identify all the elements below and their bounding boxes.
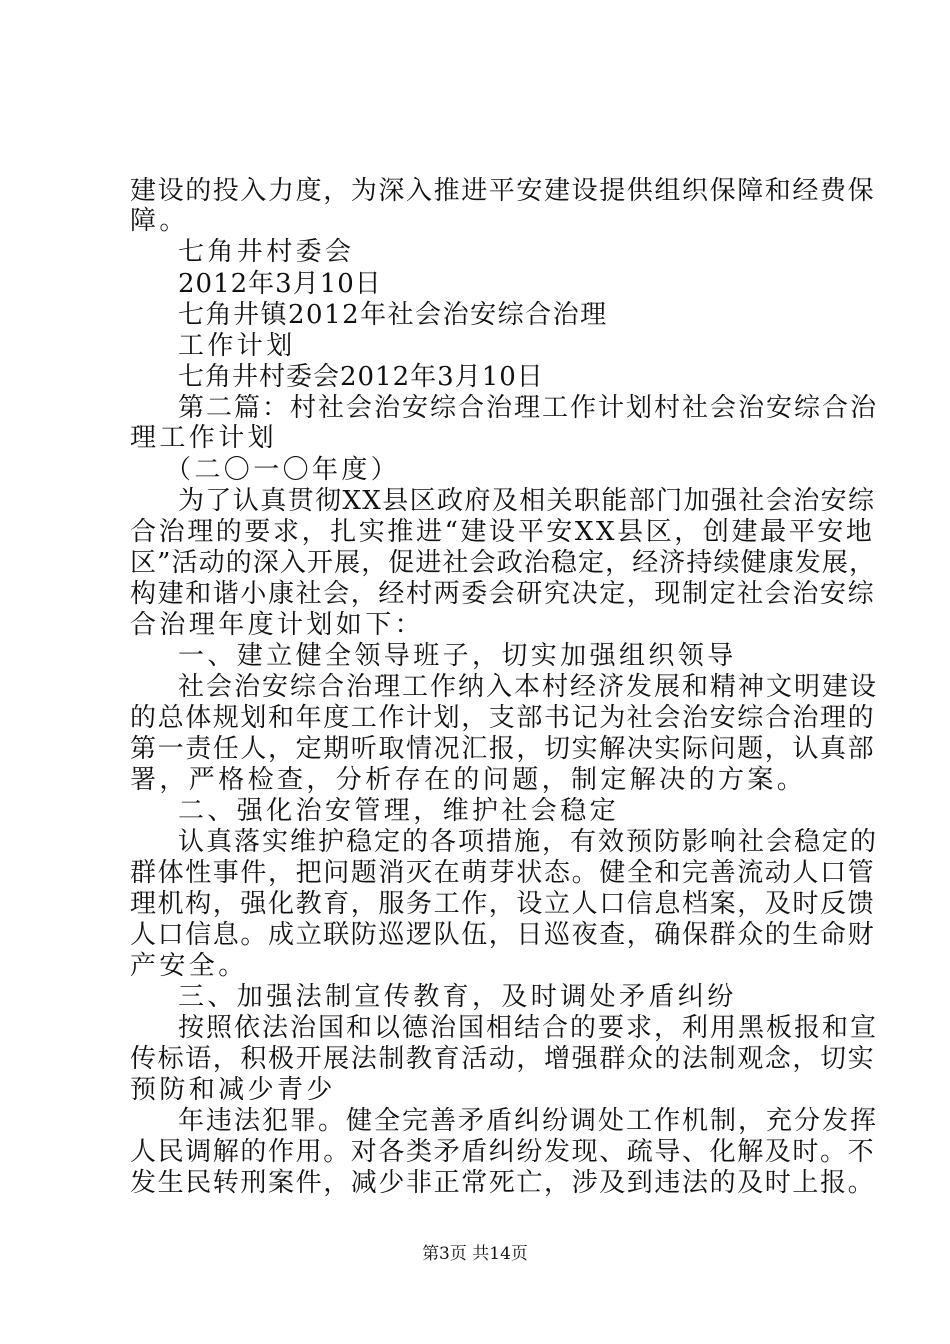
body-text-line: 产安全。 xyxy=(130,951,248,981)
body-text-line: 群体性事件，把问题消灭在萌芽状态。健全和完善流动人口管 xyxy=(130,858,876,888)
page-number: 第3页 共14页 xyxy=(422,1244,528,1264)
body-text-line: 署，严格检查，分析存在的问题，制定解决的方案。 xyxy=(130,765,807,795)
title-line: 七角井镇2012年社会治安综合治理 xyxy=(178,300,608,330)
section-heading: 二、强化治安管理，维护社会稳定 xyxy=(178,796,620,826)
body-text-line: 障。 xyxy=(130,206,189,236)
body-text-line: 社会治安综合治理工作纳入本村经济发展和精神文明建设 xyxy=(178,672,879,702)
signature-org: 七角井村委会 xyxy=(178,237,355,267)
title-line: 工作计划 xyxy=(178,331,296,361)
body-text-line: 人民调解的作用。对各类矛盾纠纷发现、疏导、化解及时。不 xyxy=(130,1137,876,1167)
body-text-line: 理机构，强化教育，服务工作，设立人口信息档案，及时反馈 xyxy=(130,889,876,919)
body-text-line: 第一责任人，定期听取情况汇报，切实解决实际问题，认真部 xyxy=(130,734,876,764)
body-text-line: 发生民转刑案件，减少非正常死亡，涉及到违法的及时上报。 xyxy=(130,1168,876,1198)
body-text-line: 人口信息。成立联防巡逻队伍，日巡夜查，确保群众的生命财 xyxy=(130,920,876,950)
section-title: 理工作计划 xyxy=(130,423,278,453)
body-text-line: 合治理的要求，扎实推进“建设平安XX县区，创建最平安地 xyxy=(130,517,875,547)
body-text-line: 认真落实维护稳定的各项措施，有效预防影响社会稳定的 xyxy=(178,827,879,857)
body-text-line: 建设的投入力度，为深入推进平安建设提供组织保障和经费保 xyxy=(130,176,876,206)
body-text-line: 年违法犯罪。健全完善矛盾纠纷调处工作机制，充分发挥 xyxy=(178,1106,879,1136)
body-text-line: 构建和谐小康社会，经村两委会研究决定，现制定社会治安综 xyxy=(130,579,876,609)
body-text-line: 按照依法治国和以德治国相结合的要求，利用黑板报和宣 xyxy=(178,1013,879,1043)
body-text-line: 为了认真贯彻XX县区政府及相关职能部门加强社会治安综 xyxy=(178,486,876,516)
signature-line: 七角井村委会2012年3月10日 xyxy=(178,362,544,392)
body-text-line: 的总体规划和年度工作计划，支部书记为社会治安综合治理的 xyxy=(130,703,876,733)
body-text-line: 预防和减少青少 xyxy=(130,1075,336,1105)
body-text-line: 合治理年度计划如下： xyxy=(130,610,425,640)
signature-date: 2012年3月10日 xyxy=(178,269,382,299)
body-text-line: 区”活动的深入开展，促进社会政治稳定，经济持续健康发展， xyxy=(130,548,877,578)
section-heading: 三、加强法制宣传教育，及时调处矛盾纠纷 xyxy=(178,982,737,1012)
body-text-line: 传标语，积极开展法制教育活动，增强群众的法制观念，切实 xyxy=(130,1044,876,1074)
year-label: （二〇一〇年度） xyxy=(165,455,401,485)
section-heading: 一、建立健全领导班子，切实加强组织领导 xyxy=(178,641,737,671)
section-title: 第二篇：村社会治安综合治理工作计划村社会治安综合治 xyxy=(178,393,879,423)
